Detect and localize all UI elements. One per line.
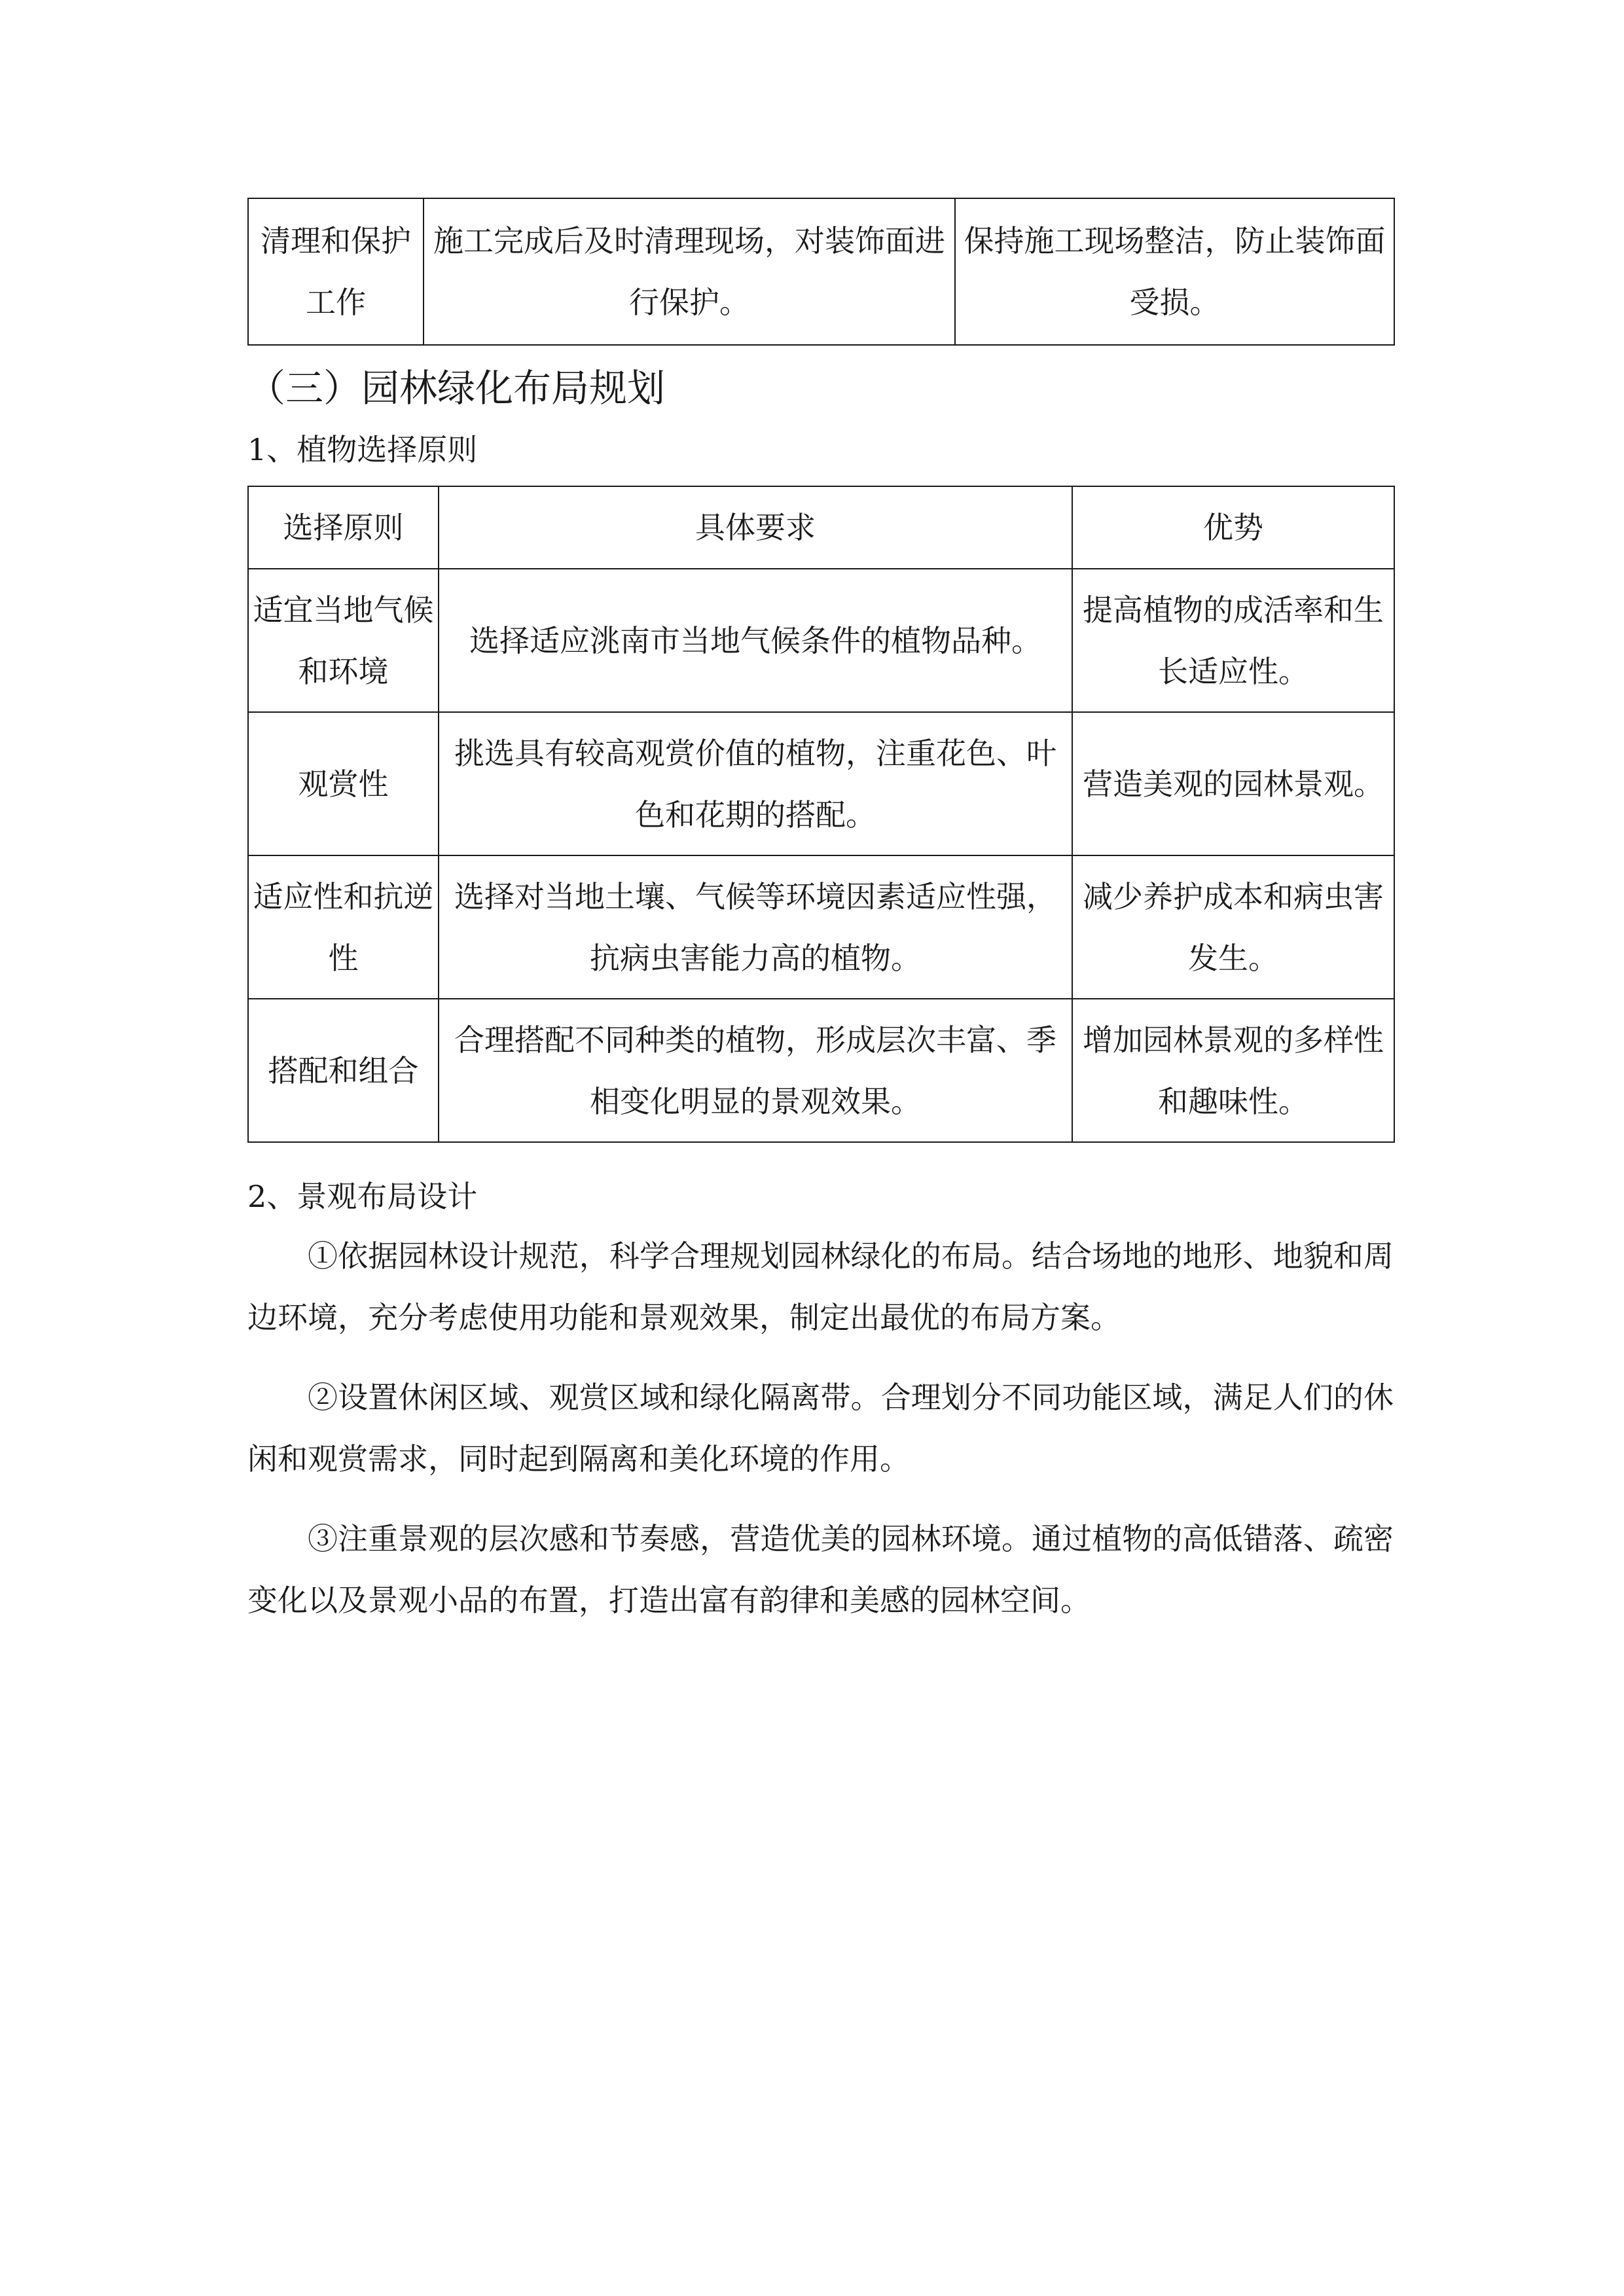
construction-table-continued [247, 198, 1395, 346]
plant-selection-heading: 1、植物选择原则 [247, 432, 478, 467]
table-cell-advantage: 增加园林景观的多样性和趣味性。 [1072, 999, 1394, 1142]
column-header-requirement: 具体要求 [439, 486, 1072, 569]
table-cell-content: 施工完成后及时清理现场，对装饰面进行保护。 [424, 198, 955, 345]
table-row [248, 999, 1394, 1142]
table-cell-principle: 观赏性 [248, 712, 439, 855]
section-heading: （三）园林绿化布局规划 [247, 366, 666, 410]
table-cell-requirement: 选择对当地土壤、气候等环境因素适应性强，抗病虫害能力高的植物。 [439, 855, 1072, 999]
layout-paragraph-1: ①依据园林设计规范，科学合理规划园林绿化的布局。结合场地的地形、地貌和周边环境，充分考虑使用功能和景观效果，制定出最优的布局方案。 [247, 1238, 1394, 1335]
table-cell-advantage: 减少养护成本和病虫害发生。 [1072, 855, 1394, 999]
table-cell-principle: 搭配和组合 [248, 999, 439, 1142]
table-cell-requirement: 选择适应洮南市当地气候条件的植物品种。 [439, 569, 1072, 712]
column-header-advantage: 优势 [1072, 486, 1394, 569]
table-cell-principle: 适应性和抗逆性 [248, 855, 439, 999]
table-row [248, 712, 1394, 855]
table-cell-advantage: 提高植物的成活率和生长适应性。 [1072, 569, 1394, 712]
table-cell-requirement: 合理搭配不同种类的植物，形成层次丰富、季相变化明显的景观效果。 [439, 999, 1072, 1142]
table-row [248, 198, 1394, 345]
table-cell-requirement: 挑选具有较高观赏价值的植物，注重花色、叶色和花期的搭配。 [439, 712, 1072, 855]
layout-paragraph-2: ②设置休闲区域、观赏区域和绿化隔离带。合理划分不同功能区域，满足人们的休闲和观赏需求，同时起到隔离和美化环境的作用。 [247, 1380, 1394, 1477]
table-row [248, 569, 1394, 712]
landscape-layout-heading: 2、景观布局设计 [247, 1179, 478, 1214]
table-cell-item: 清理和保护工作 [248, 198, 424, 345]
table-header-row [248, 486, 1394, 569]
table-cell-advantage: 营造美观的园林景观。 [1072, 712, 1394, 855]
table-row [248, 855, 1394, 999]
column-header-principle: 选择原则 [248, 486, 439, 569]
layout-paragraph-3: ③注重景观的层次感和节奏感，营造优美的园林环境。通过植物的高低错落、疏密变化以及景观小品的布置，打造出富有韵律和美感的园林空间。 [247, 1521, 1394, 1618]
plant-selection-table [247, 486, 1395, 1143]
table-cell-purpose: 保持施工现场整洁，防止装饰面受损。 [955, 198, 1394, 345]
table-cell-principle: 适宜当地气候和环境 [248, 569, 439, 712]
